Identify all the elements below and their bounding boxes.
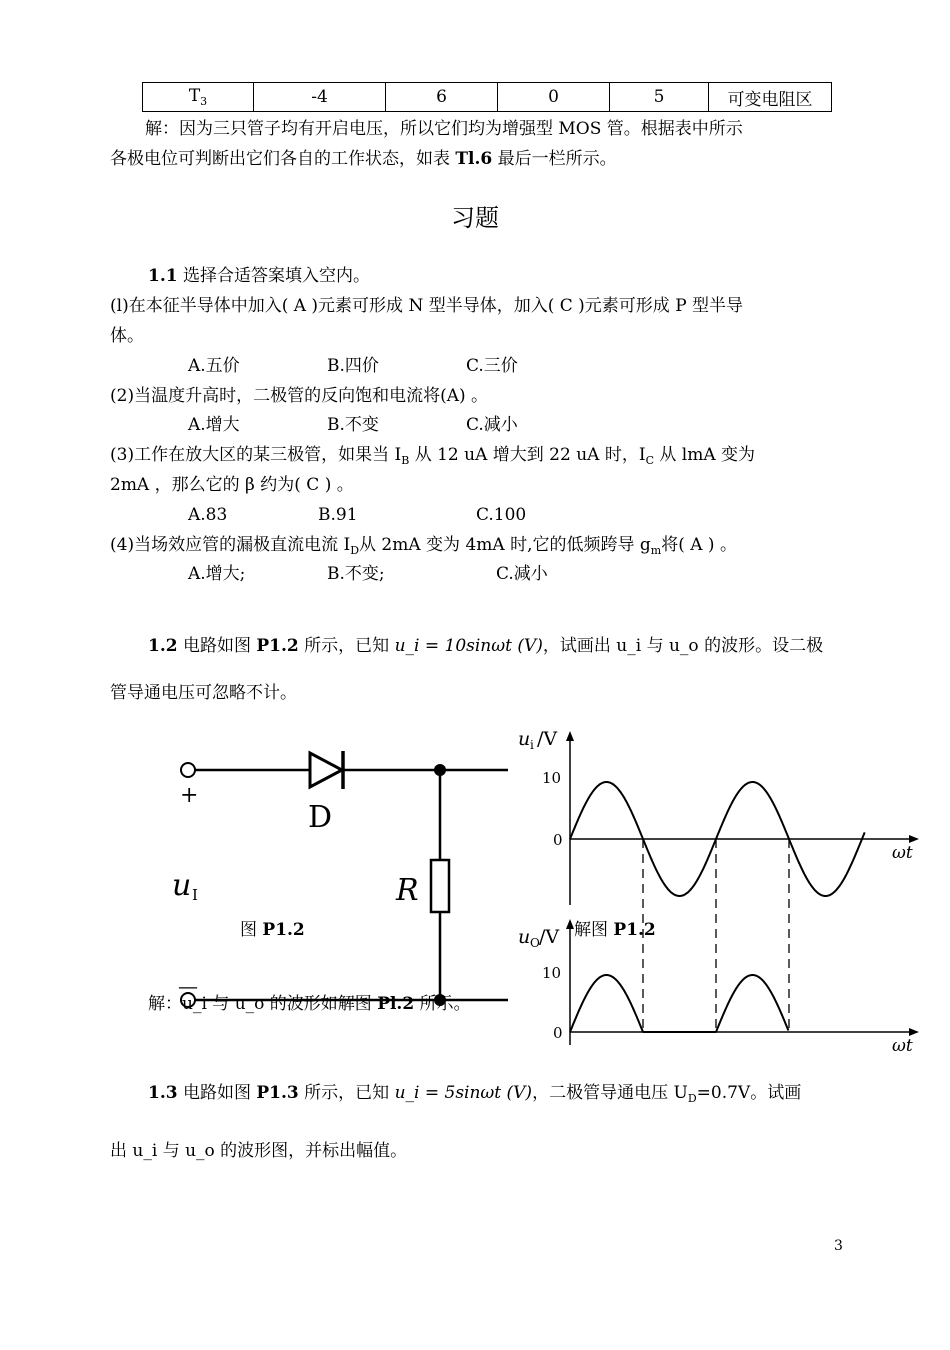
ui-tick-0: 0	[553, 831, 563, 849]
q1-2-line1: 1.2 电路如图 P1.2 所示，已知 u_i = 10sinωt (V)，试画出 u_i 与 u_o 的波形。设二极	[148, 636, 824, 656]
minus-sign: —	[178, 974, 198, 998]
q1-2-line2: 管导通电压可忽略不计。	[110, 683, 297, 703]
table-cell: -4	[254, 83, 386, 112]
option: C.三价	[466, 356, 518, 376]
uo-axis-label: u	[518, 926, 531, 948]
uo-axis-unit: /V	[539, 926, 560, 948]
option: B.91	[318, 505, 358, 525]
figure-caption: 图 P1.2	[240, 920, 305, 940]
input-voltage-label: u	[172, 868, 192, 903]
resistor-symbol	[431, 860, 449, 912]
uo-tick-0: 0	[553, 1024, 563, 1042]
q1-1-part3-cont: 2mA ，那么它的 β 约为( C ) 。	[110, 475, 354, 495]
input-terminal-top	[181, 763, 195, 777]
ui-axis-label: u	[518, 728, 531, 750]
table-cell: 6	[386, 83, 498, 112]
state-table	[142, 82, 832, 112]
page-number: 3	[834, 1238, 843, 1254]
q1-1-heading: 1.1 选择合适答案填入空内。	[148, 266, 370, 286]
q1-1-part4: (4)当场效应管的漏极直流电流 $I_D$从 2mA 变为 4mA 时,它的低频跨导 $g_m$将( A ) 。	[110, 535, 737, 557]
ui-tick-10: 10	[542, 769, 562, 787]
table-cell: 可变电阻区	[709, 83, 832, 112]
solution-intro-line2: 各极电位可判断出它们各自的工作状态，如表 Tl.6 最后一栏所示。	[110, 149, 617, 169]
uo-axis-sub: O	[530, 936, 540, 950]
q1-1-part1: (l)在本征半导体中加入( A )元素可形成 N 型半导体，加入( C )元素可形成 P 型半导	[110, 296, 744, 316]
uo-tick-10: 10	[542, 964, 562, 982]
solution-figure-caption: 解图 P1.2	[574, 920, 656, 940]
circuit-diagram	[170, 735, 515, 1025]
ui-x-label: ωt	[892, 843, 913, 863]
table-row	[143, 83, 832, 112]
diode-label: D	[308, 800, 333, 835]
plus-sign: +	[180, 783, 199, 808]
q1-1-part2: (2)当温度升高时，二极管的反向饱和电流将(A) 。	[110, 386, 489, 406]
option: C.减小	[496, 564, 548, 584]
waveform-diagram	[515, 725, 940, 1060]
section-title: 习题	[451, 204, 499, 232]
ui-axis-unit: /V	[537, 728, 558, 750]
option: A.增大	[188, 415, 240, 435]
option: A.83	[188, 505, 228, 525]
table-cell: $T_3$	[143, 83, 254, 112]
table-cell: 5	[610, 83, 709, 112]
resistor-label: R	[396, 873, 419, 908]
option: A.五价	[188, 356, 240, 376]
q1-2-solution: 解：u_i 与 u_o 的波形如解图 Pl.2 所示。	[148, 994, 471, 1014]
option: B.四价	[327, 356, 379, 376]
option: C.100	[476, 505, 527, 525]
q1-3-line1: 1.3 电路如图 P1.3 所示，已知 u_i = 5sinωt (V)，二极管导通电压 $U_D=0.7V$。试画	[148, 1083, 802, 1105]
q1-1-part1-cont: 体。	[110, 326, 144, 346]
option: B.不变;	[327, 564, 385, 584]
q1-3-line2: 出 u_i 与 u_o 的波形图，并标出幅值。	[110, 1141, 408, 1161]
option: C.减小	[466, 415, 518, 435]
option: B.不变	[327, 415, 379, 435]
output-half-wave	[570, 975, 788, 1032]
diode-symbol	[310, 751, 343, 789]
solution-intro-line1: 解：因为三只管子均有开启电压，所以它们均为增强型 MOS 管。根据表中所示	[145, 119, 743, 139]
uo-x-label: ωt	[892, 1036, 913, 1056]
q1-1-part3: (3)工作在放大区的某三极管，如果当 $I_B$ 从 12 uA 增大到 22 uA 时，$I_C$ 从 lmA 变为	[110, 445, 756, 467]
ui-axis-sub: i	[530, 738, 534, 752]
option: A.增大;	[188, 564, 246, 584]
table-cell: 0	[498, 83, 610, 112]
input-voltage-sub: I	[192, 886, 198, 904]
